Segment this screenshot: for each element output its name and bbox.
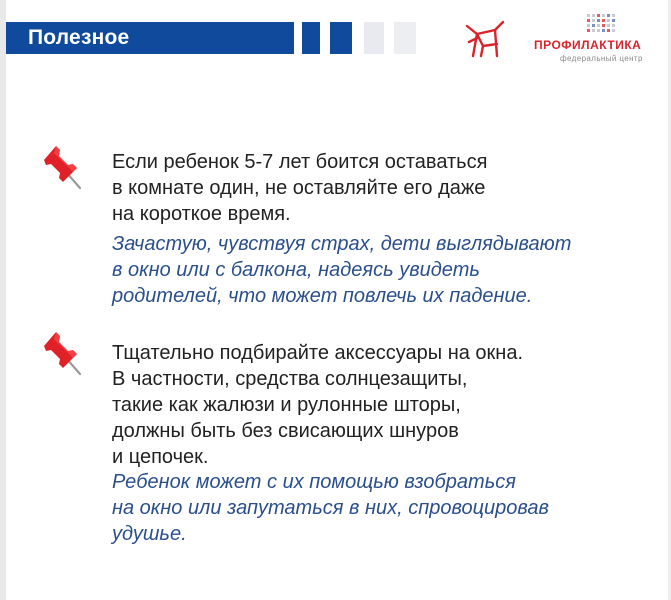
brand-name: ПРОФИЛАКТИКА (534, 38, 642, 52)
chair-logo-icon (463, 18, 507, 60)
pushpin-icon (40, 142, 90, 192)
text-line: такие как жалюзи и рулонные шторы, (112, 394, 461, 416)
text-line: в комнате один, не оставляйте его даже (112, 177, 486, 199)
text-line: и цепочек. (112, 446, 209, 468)
note-line: родителей, что может повлечь их падение. (112, 285, 533, 307)
note-line: Ребенок может с их помощью взобраться (112, 471, 516, 493)
text-line: Тщательно подбирайте аксессуары на окна. (112, 342, 524, 364)
text-line: Если ребенок 5-7 лет боится оставаться (112, 151, 488, 173)
item-1-text (112, 149, 647, 227)
text-line: В частности, средства солнцезащиты, (112, 368, 468, 390)
item-1-note (112, 231, 647, 309)
note-line: на окно или запутаться в них, спровоцировав (112, 497, 549, 519)
header-block (302, 22, 320, 54)
brand-grid-icon (587, 14, 615, 34)
page-title: Полезное (28, 26, 130, 49)
brand-subtitle: федеральный центр (560, 54, 643, 63)
pushpin-icon (40, 328, 90, 378)
text-line: должны быть без свисающих шнуров (112, 420, 459, 442)
header-block (364, 22, 384, 54)
note-line: Зачастую, чувствуя страх, дети выглядывают (112, 233, 572, 255)
note-line: удушье. (112, 523, 187, 545)
item-2-text (112, 340, 647, 470)
text-line: на короткое время. (112, 203, 291, 225)
note-line: в окно или с балкона, надеясь увидеть (112, 259, 480, 281)
item-2-note (112, 469, 647, 547)
header-block (394, 22, 416, 54)
header-block (330, 22, 352, 54)
